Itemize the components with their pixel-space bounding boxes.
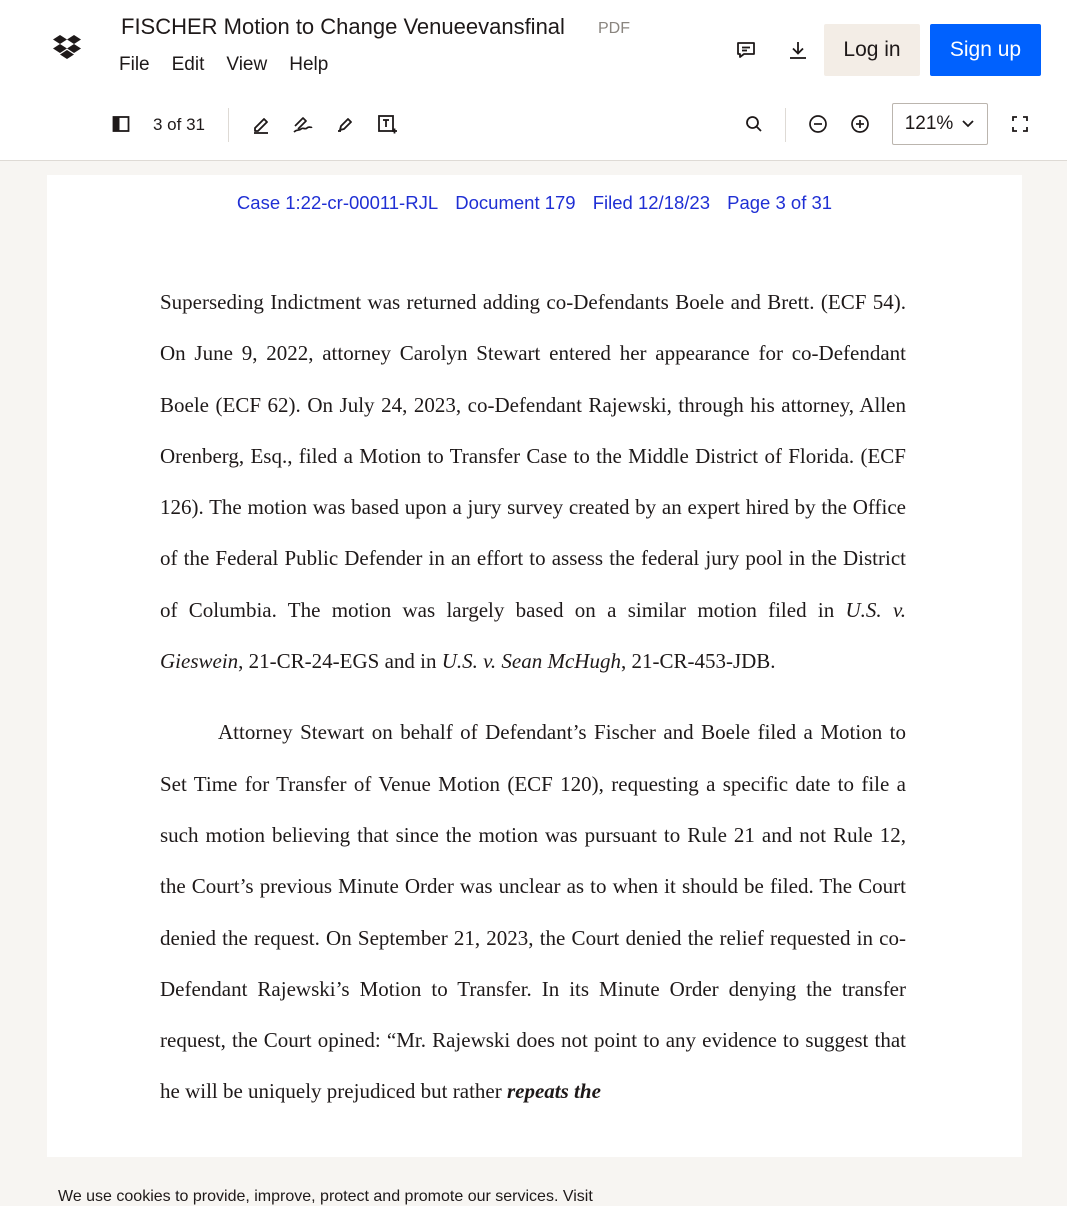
page-number: Page 3 of 31 (727, 192, 833, 213)
paragraph-text: , 21-CR-453-JDB. (620, 649, 776, 674)
paragraph-text: , 21-CR-24-EGS and in (238, 649, 442, 674)
search-icon[interactable] (737, 107, 771, 141)
pdf-toolbar (0, 100, 1067, 161)
pen-icon[interactable] (244, 107, 278, 141)
toolbar-divider (785, 108, 786, 142)
app-header (0, 0, 1067, 100)
zoom-level-select[interactable] (892, 103, 988, 145)
dropbox-logo-icon[interactable] (50, 30, 84, 64)
case-citation: U.S. v. Sean McHugh (441, 649, 621, 674)
case-citation: U.S. v. Gieswein (160, 597, 906, 674)
signature-icon[interactable] (286, 107, 320, 141)
paragraph-text: Attorney Stewart on behalf of Defendant’s Fischer and Boele filed a Motion to Set Time for Transfer of Venue Motion (ECF 120), requesting a specific date to file a such motion believing that since the motion was pursuant to Rule 21 and not Rule 12, the Court’s previous Minute Order was unclear as to when it should be filed. The Court denied the request. On September 21, 2023, the Court denied the relief requested in co-Defendant Rajewski’s Motion to Transfer. In its Minute Order denying the transfer request, the Court opined: “Mr. Rajewski does not point to any evidence to suggest that he will be uniquely prejudiced but rather (160, 720, 906, 1104)
filed-date: Filed 12/18/23 (592, 192, 710, 213)
document-title: FISCHER Motion to Change Venueevansfinal (121, 14, 565, 39)
menu-bar (119, 54, 350, 76)
highlighter-icon[interactable] (328, 107, 362, 141)
paragraph-text: Superseding Indictment was returned adding co-Defendants Boele and Brett. (ECF 54). On June 9, 2022, attorney Carolyn Stewart entered her appearance for co-Defendant Boele (ECF 62). On July 24, 2023, co-Defendant Rajewski, through his attorney, Allen Orenberg, Esq., filed a Motion to Transfer Case to the Middle District of Florida. (ECF 126). The motion was based upon a jury survey created by an expert hired by the Office of the Federal Public Defender in an effort to assess the federal jury pool in the District of Columbia. The motion was largely based on a similar motion filed in (160, 290, 906, 622)
case-number: Case 1:22-cr-00011-RJL (236, 192, 439, 213)
paragraph (160, 277, 906, 687)
signup-button[interactable]: Sign up (930, 24, 1041, 76)
document-body (160, 277, 906, 1118)
page-indicator: 3 of 31 (153, 115, 205, 134)
zoom-out-icon[interactable] (801, 107, 835, 141)
menu-view[interactable]: View (226, 54, 268, 75)
menu-help[interactable]: Help (289, 54, 329, 75)
pdf-page (47, 175, 1022, 1157)
menu-edit[interactable]: Edit (171, 54, 205, 75)
fullscreen-icon[interactable] (1003, 107, 1037, 141)
login-button[interactable]: Log in (824, 24, 920, 76)
zoom-in-icon[interactable] (843, 107, 877, 141)
chevron-down-icon (961, 113, 975, 135)
toolbar-divider (228, 108, 229, 142)
add-text-icon[interactable] (370, 107, 404, 141)
case-header (47, 192, 1022, 214)
emphasized-text: repeats the (506, 1079, 601, 1104)
zoom-level-value: 121% (904, 113, 954, 134)
comment-icon[interactable] (729, 33, 763, 67)
menu-file[interactable]: File (119, 54, 150, 75)
file-type-label: PDF (598, 20, 630, 37)
download-icon[interactable] (781, 33, 815, 67)
sidebar-toggle-icon[interactable] (104, 107, 138, 141)
document-number: Document 179 (455, 192, 576, 213)
paragraph (160, 707, 906, 1117)
cookie-banner-text: We use cookies to provide, improve, protect and promote our services. Visit (58, 1188, 593, 1205)
